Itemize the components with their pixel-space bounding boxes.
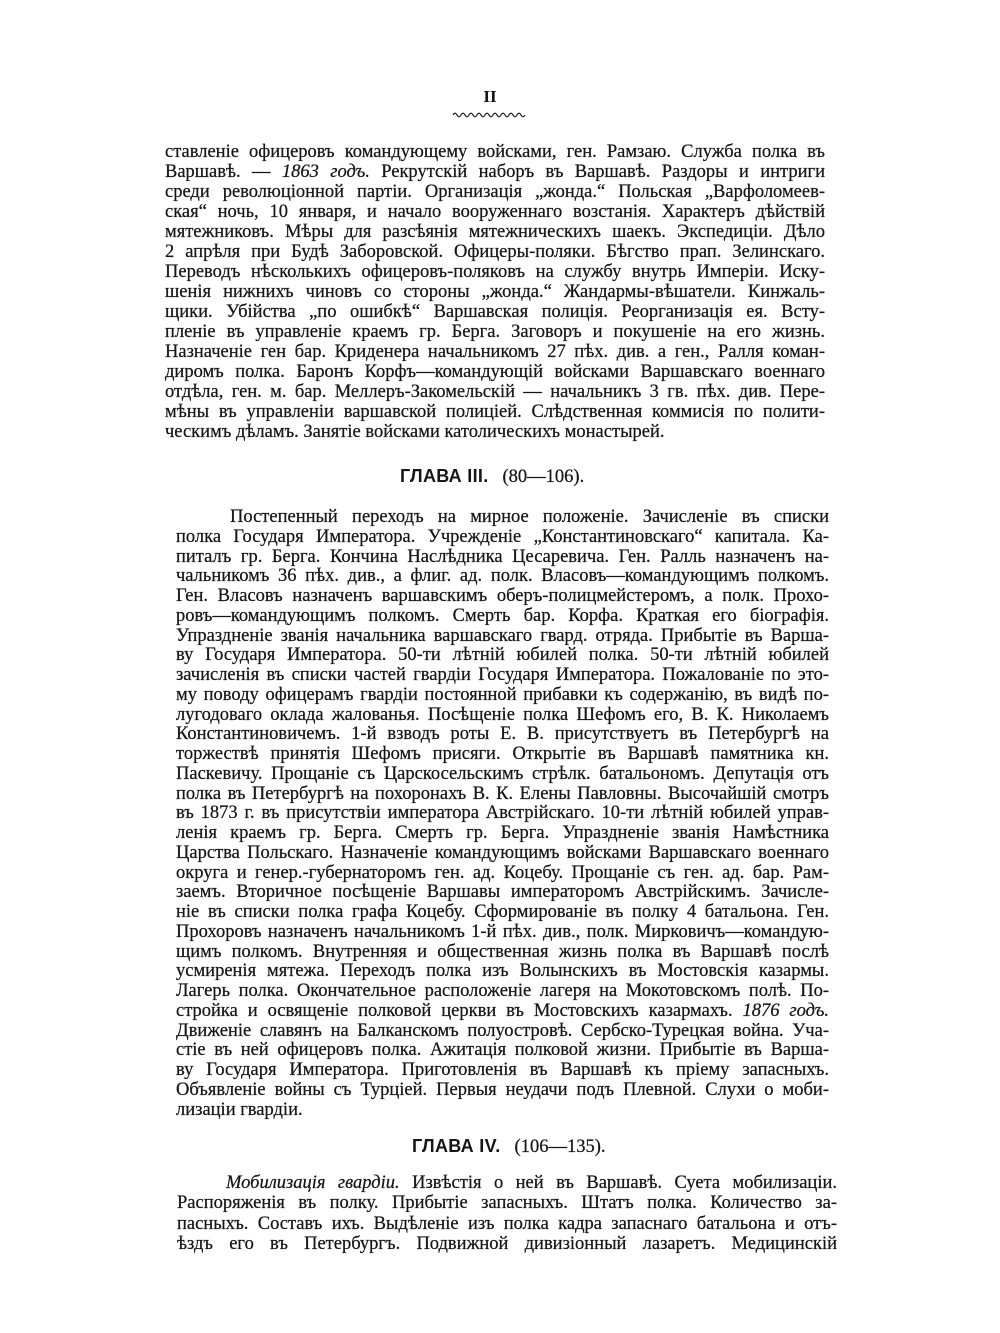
text-line <box>165 382 825 402</box>
line-text: ческимъ дѣламъ. Занятіе войсками католическихъ монастырей. <box>165 422 665 442</box>
line-text: лугодоваго оклада жалованья. Посѣщеніе полка Шефомъ его, В. К. Николаемъ <box>176 704 829 725</box>
line-text: Постепенный переходъ на мирное положеніе. Зачисленіе въ списки <box>230 507 829 527</box>
line-text: шенія нижнихъ чиновъ со стороны „жонда.“ Жандармы-вѣшатели. Кинжаль- <box>165 282 825 302</box>
line-text: Переводъ нѣсколькихъ офицеровъ-поляковъ на службу внутрь Имперіи. Иску- <box>165 262 825 282</box>
text-line <box>165 262 825 282</box>
text-line <box>176 666 829 686</box>
text-line <box>176 903 829 923</box>
text-line <box>176 548 829 568</box>
text-line <box>176 1022 829 1042</box>
line-text: лизаціи гвардіи. <box>176 1099 303 1120</box>
text-line <box>176 607 829 627</box>
chapter-3-summary <box>176 508 829 1120</box>
line-text: среди революціонной партіи. Организація „жонда.“ Польская „Варфоломеев- <box>165 182 825 202</box>
line-text: му поводу офицерамъ гвардіи постоянной прибавки къ содержанію, въ видѣ по- <box>176 684 829 705</box>
chapter-4-title: ГЛАВА IV. <box>412 1136 501 1156</box>
text-line <box>176 1002 829 1022</box>
line-text: въ 1873 г. въ присутствіи императора Австрійскаго. 10-ти лѣтній юбилей управ- <box>176 803 829 824</box>
text-segment: стройка и освященіе полковой церкви въ Мостовскихъ казармахъ. <box>176 1000 743 1021</box>
line-text: ленія краемъ гр. Берга. Смерть гр. Берга. Упраздненіе званія Намѣстника <box>176 823 829 843</box>
line-text: отдѣла, ген. м. бар. Меллеръ-Закомельскій — начальникъ 3 гв. пѣх. див. Пере- <box>165 382 825 402</box>
text-line <box>165 342 825 362</box>
text-line <box>176 943 829 963</box>
text-line <box>165 402 825 422</box>
text-line <box>176 627 829 647</box>
line-text: пасныхъ. Составъ ихъ. Выдѣленіе изъ полка кадра запаснаго батальона и отъ- <box>177 1213 837 1234</box>
line-text: Константиновичемъ. 1-й взводъ роты Е. В. присутствуетъ въ Петербургѣ на <box>176 724 829 745</box>
text-line <box>165 282 825 302</box>
line-text: ву Государя Императора. Приготовленія въ Варшавѣ къ пріему запасныхъ. <box>176 1060 829 1080</box>
line-text: диромъ полка. Баронъ Корфъ—командующій войсками Варшавскаго военнаго <box>165 362 825 382</box>
text-line <box>176 844 829 864</box>
wavy-ornament-line <box>453 113 525 117</box>
text-segment: Извѣстія о ней въ Варшавѣ. Суета мобилизаціи. <box>399 1173 837 1193</box>
text-line <box>176 982 829 1002</box>
wavy-ornament-rule <box>452 110 530 119</box>
text-line <box>176 824 829 844</box>
line-text: пленіе въ управленіе краемъ гр. Берга. Заговоръ и покушеніе на его жизнь. <box>165 322 825 342</box>
line-text: заемъ. Вторичное посѣщеніе Варшавы императоромъ Австрійскимъ. Зачисле- <box>176 882 829 903</box>
chapter-4-heading <box>412 1134 606 1158</box>
line-text <box>226 1173 837 1193</box>
text-segment: Рекрутскій наборъ въ Варшавѣ. Раздоры и интриги <box>369 162 825 182</box>
text-line <box>176 1081 829 1101</box>
line-text: Движеніе славянъ на Балканскомъ полуостровѣ. Сербско-Турецкая война. Уча- <box>176 1020 829 1041</box>
line-text: Назначеніе ген бар. Криденера начальникомъ 27 пѣх. див. а ген., Ралля коман- <box>165 342 825 362</box>
line-text: зачисленія въ списки частей гвардіи Государя Императора. Пожалованіе по это- <box>176 665 829 685</box>
text-line <box>165 242 825 262</box>
line-text: ставленіе офицеровъ командующему войсками, ген. Рамзаю. Служба полка въ <box>165 142 825 162</box>
text-line <box>176 923 829 943</box>
line-text: Ген. Власовъ назначенъ варшавскимъ оберъ-полицмейстеромъ, а полк. Прохо- <box>176 586 829 606</box>
text-line <box>176 587 829 607</box>
line-text: 2 апрѣля при Будѣ Заборовской. Офицеры-поляки. Бѣгство прап. Зелинскаго. <box>165 242 825 262</box>
line-text: питалъ гр. Берга. Кончина Наслѣдника Цесаревича. Ген. Ралль назначенъ на- <box>176 546 829 567</box>
chapter-2-summary-continued <box>165 142 825 442</box>
line-text: стіе въ ней офицеровъ полка. Ажитація полковой жизни. Прибытіе въ Варша- <box>176 1040 829 1061</box>
text-line <box>165 362 825 382</box>
text-line <box>176 567 829 587</box>
line-text: округа и генер.-губернаторомъ ген. ад. Коцебу. Прощаніе съ ген. ад. бар. Рам- <box>176 862 829 883</box>
chapter-3-title: ГЛАВА III. <box>400 466 489 486</box>
line-text: мятежниковъ. Мѣры для разсѣянія мятежническихъ шаекъ. Экспедиціи. Дѣло <box>165 222 825 242</box>
line-text <box>165 162 825 182</box>
line-text: Объявленіе войны съ Турціей. Первыя неудачи подъ Плевной. Слухи о моби- <box>176 1079 829 1100</box>
text-line <box>176 706 829 726</box>
line-text: Царства Польскаго. Назначеніе командующимъ войсками Варшавскаго военнаго <box>176 842 829 863</box>
line-text: торжествѣ принятія Шефомъ присяги. Открытіе въ Варшавѣ памятника кн. <box>176 744 829 764</box>
line-text: Паскевичу. Прощаніе съ Царскосельскимъ стрѣлк. батальономъ. Депутація отъ <box>176 763 829 784</box>
text-line <box>176 1041 829 1061</box>
line-text: ѣздъ его въ Петербургъ. Подвижной дивизіонный лазаретъ. Медицинскій <box>177 1233 837 1254</box>
line-text: ніе въ списки полка графа Коцебу. Сформированіе въ полку 4 батальона. Ген. <box>176 902 829 922</box>
text-line <box>176 508 829 528</box>
text-line <box>165 322 825 342</box>
text-line <box>165 162 825 182</box>
line-text: мѣны въ управленіи варшавской полиціей. Слѣдственная коммисія по полити- <box>165 402 825 422</box>
text-line <box>176 765 829 785</box>
page-number: II <box>483 87 497 106</box>
text-line <box>176 745 829 765</box>
line-text: чальникомъ 36 пѣх. див., а флиг. ад. полк. Власовъ—командующимъ полкомъ. <box>176 566 829 587</box>
chapter-4-page-range: (106—135). <box>514 1137 606 1157</box>
text-line <box>176 725 829 745</box>
text-line <box>176 1101 829 1121</box>
text-line <box>165 202 825 222</box>
text-line <box>176 528 829 548</box>
text-line <box>165 182 825 202</box>
text-segment: Варшавѣ. — <box>165 162 282 182</box>
text-line <box>176 686 829 706</box>
text-line <box>165 302 825 322</box>
line-text <box>176 1001 829 1021</box>
line-text: Прохоровъ назначенъ начальникомъ 1-й пѣх. див., полк. Мирковичъ—командую- <box>176 921 829 942</box>
line-text: полка Государя Императора. Учрежденіе „Константиновскаго“ капитала. Ка- <box>176 526 829 547</box>
italic-text-segment: Мобилизація гвардіи. <box>226 1173 400 1193</box>
line-text: щики. Убійства „по ошибкѣ“ Варшавская полиція. Реорганизація ея. Всту- <box>165 302 825 322</box>
text-line <box>176 804 829 824</box>
line-text: Распоряженія въ полку. Прибытіе запасныхъ. Штатъ полка. Количество за- <box>177 1193 837 1214</box>
text-line <box>177 1173 837 1193</box>
text-line <box>177 1193 837 1213</box>
text-line <box>165 222 825 242</box>
text-line <box>177 1234 837 1254</box>
chapter-3-heading <box>400 464 584 488</box>
text-line <box>176 864 829 884</box>
line-text: ская“ ночь, 10 января, и начало вооруженнаго возстанія. Характеръ дѣйствій <box>165 202 825 222</box>
chapter-3-page-range: (80—106). <box>502 467 585 487</box>
line-text: ву Государя Императора. 50-ти лѣтній юбилей полка. 50-ти лѣтній юбилей <box>176 645 829 666</box>
text-line <box>177 1214 837 1234</box>
line-text: ровъ—командующимъ полкомъ. Смерть бар. Корфа. Краткая его біографія. <box>176 605 829 626</box>
line-text: Упраздненіе званія начальника варшавскаго гвард. отряда. Прибытіе въ Варша- <box>176 625 829 646</box>
text-line <box>176 646 829 666</box>
line-text: усмиренія мятежа. Переходъ полка изъ Волынскихъ въ Мостовскія казармы. <box>176 961 829 982</box>
italic-text-segment: 1863 годъ. <box>281 162 370 182</box>
line-text: Лагерь полка. Окончательное расположеніе лагеря на Мокотовскомъ полѣ. По- <box>176 981 829 1001</box>
line-text: щимъ полкомъ. Внутренняя и общественная жизнь полка въ Варшавѣ послѣ <box>176 941 829 962</box>
chapter-4-summary <box>177 1173 837 1254</box>
line-text: полка въ Петербургѣ на похоронахъ В. К. Елены Павловны. Высочайшій смотръ <box>176 783 829 804</box>
text-line <box>165 422 825 442</box>
italic-text-segment: 1876 годъ. <box>742 1000 829 1021</box>
text-line <box>165 142 825 162</box>
text-line <box>176 1061 829 1081</box>
text-line <box>176 785 829 805</box>
text-line <box>176 962 829 982</box>
text-line <box>176 883 829 903</box>
